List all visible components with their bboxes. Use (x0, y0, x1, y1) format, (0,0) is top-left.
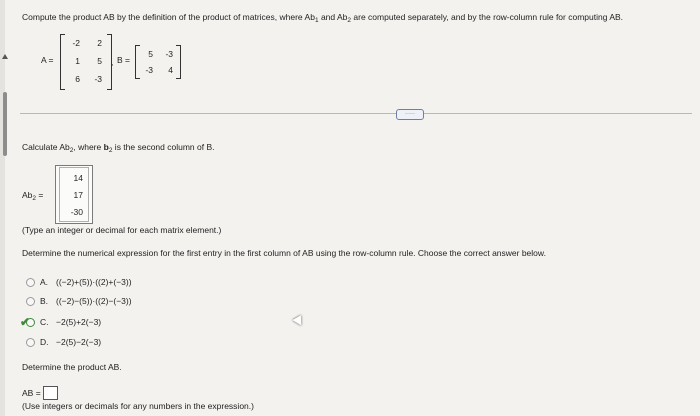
matrix-b-cell: 4 (168, 65, 173, 75)
ab2-entry[interactable]: -30 (70, 207, 83, 217)
label-text: = (36, 190, 44, 200)
option-text[interactable]: −2(5)−2(−3) (56, 337, 102, 347)
subscript: 2 (69, 147, 74, 154)
matrix-a-cell: 5 (97, 56, 102, 66)
matrix-b (135, 45, 181, 79)
bracket-left (60, 34, 65, 90)
prompt-text: is the second column of B. (112, 142, 215, 152)
part3-hint: (Use integers or decimals for any numbers in the expression.) (22, 401, 254, 411)
ab2-entry[interactable]: 14 (73, 173, 83, 183)
matrix-a-cell: -2 (72, 38, 80, 48)
option-text[interactable]: ((−2)−(5))·((2)−(−3)) (56, 296, 132, 306)
label-text: Ab (22, 190, 33, 200)
radio-option-d[interactable] (26, 338, 35, 347)
option-letter: D. (40, 337, 49, 347)
question-text (22, 12, 623, 24)
bracket-right (176, 45, 181, 79)
option-text[interactable]: −2(5)+2(−3) (56, 317, 102, 327)
part2-prompt: Determine the numerical expression for the first entry in the first column of AB using the row-column rule. Choose the correct answer below. (22, 248, 546, 258)
section-divider (20, 113, 692, 114)
scroll-up-icon[interactable] (2, 54, 8, 59)
radio-option-a[interactable] (26, 278, 35, 287)
matrix-b-cell: -3 (165, 49, 173, 59)
option-letter: C. (40, 317, 49, 327)
ab2-entry[interactable]: 17 (73, 190, 83, 200)
radio-option-b[interactable] (26, 297, 35, 306)
part3-prompt: Determine the product AB. (22, 362, 122, 372)
matrix-a-cell: 1 (75, 56, 80, 66)
ab-answer-input[interactable] (43, 386, 58, 400)
question-text-part: are computed separately, and by the row-column rule for computing AB. (351, 12, 624, 22)
ab-label: AB = (22, 388, 41, 398)
option-text[interactable]: ((−2)+(5))·((2)+(−3)) (56, 277, 132, 287)
question-text-part: and Ab (318, 12, 348, 22)
option-letter: B. (40, 296, 49, 306)
prompt-variable: b (103, 142, 109, 152)
part1-hint: (Type an integer or decimal for each matrix element.) (22, 225, 222, 235)
ab2-label (22, 190, 43, 202)
subscript: 2 (347, 17, 352, 24)
matrix-a (60, 34, 112, 90)
matrix-b-cell: -3 (145, 65, 153, 75)
matrix-a-cell: -3 (94, 74, 102, 84)
subscript: 2 (108, 147, 113, 154)
checkmark-icon: ✔ (20, 315, 31, 329)
part1-prompt (22, 142, 215, 154)
scrollbar-handle[interactable] (3, 92, 7, 156)
matrix-a-cell: 2 (97, 38, 102, 48)
matrix-a-cell: 6 (75, 74, 80, 84)
subscript: 2 (32, 195, 37, 202)
left-scroll-track (0, 0, 5, 416)
matrix-b-label: B = (117, 55, 130, 65)
comma: , (111, 57, 114, 67)
prompt-text: , where (73, 142, 104, 152)
option-letter: A. (40, 277, 49, 287)
mouse-cursor-icon (292, 315, 305, 328)
matrix-a-label: A = (41, 55, 54, 65)
question-text-part: Compute the product AB by the definition of the product of matrices, where Ab (22, 12, 315, 22)
subscript: 1 (314, 17, 319, 24)
show-more-button[interactable]: ····· (396, 109, 424, 120)
matrix-b-cell: 5 (148, 49, 153, 59)
prompt-text: Calculate Ab (22, 142, 70, 152)
